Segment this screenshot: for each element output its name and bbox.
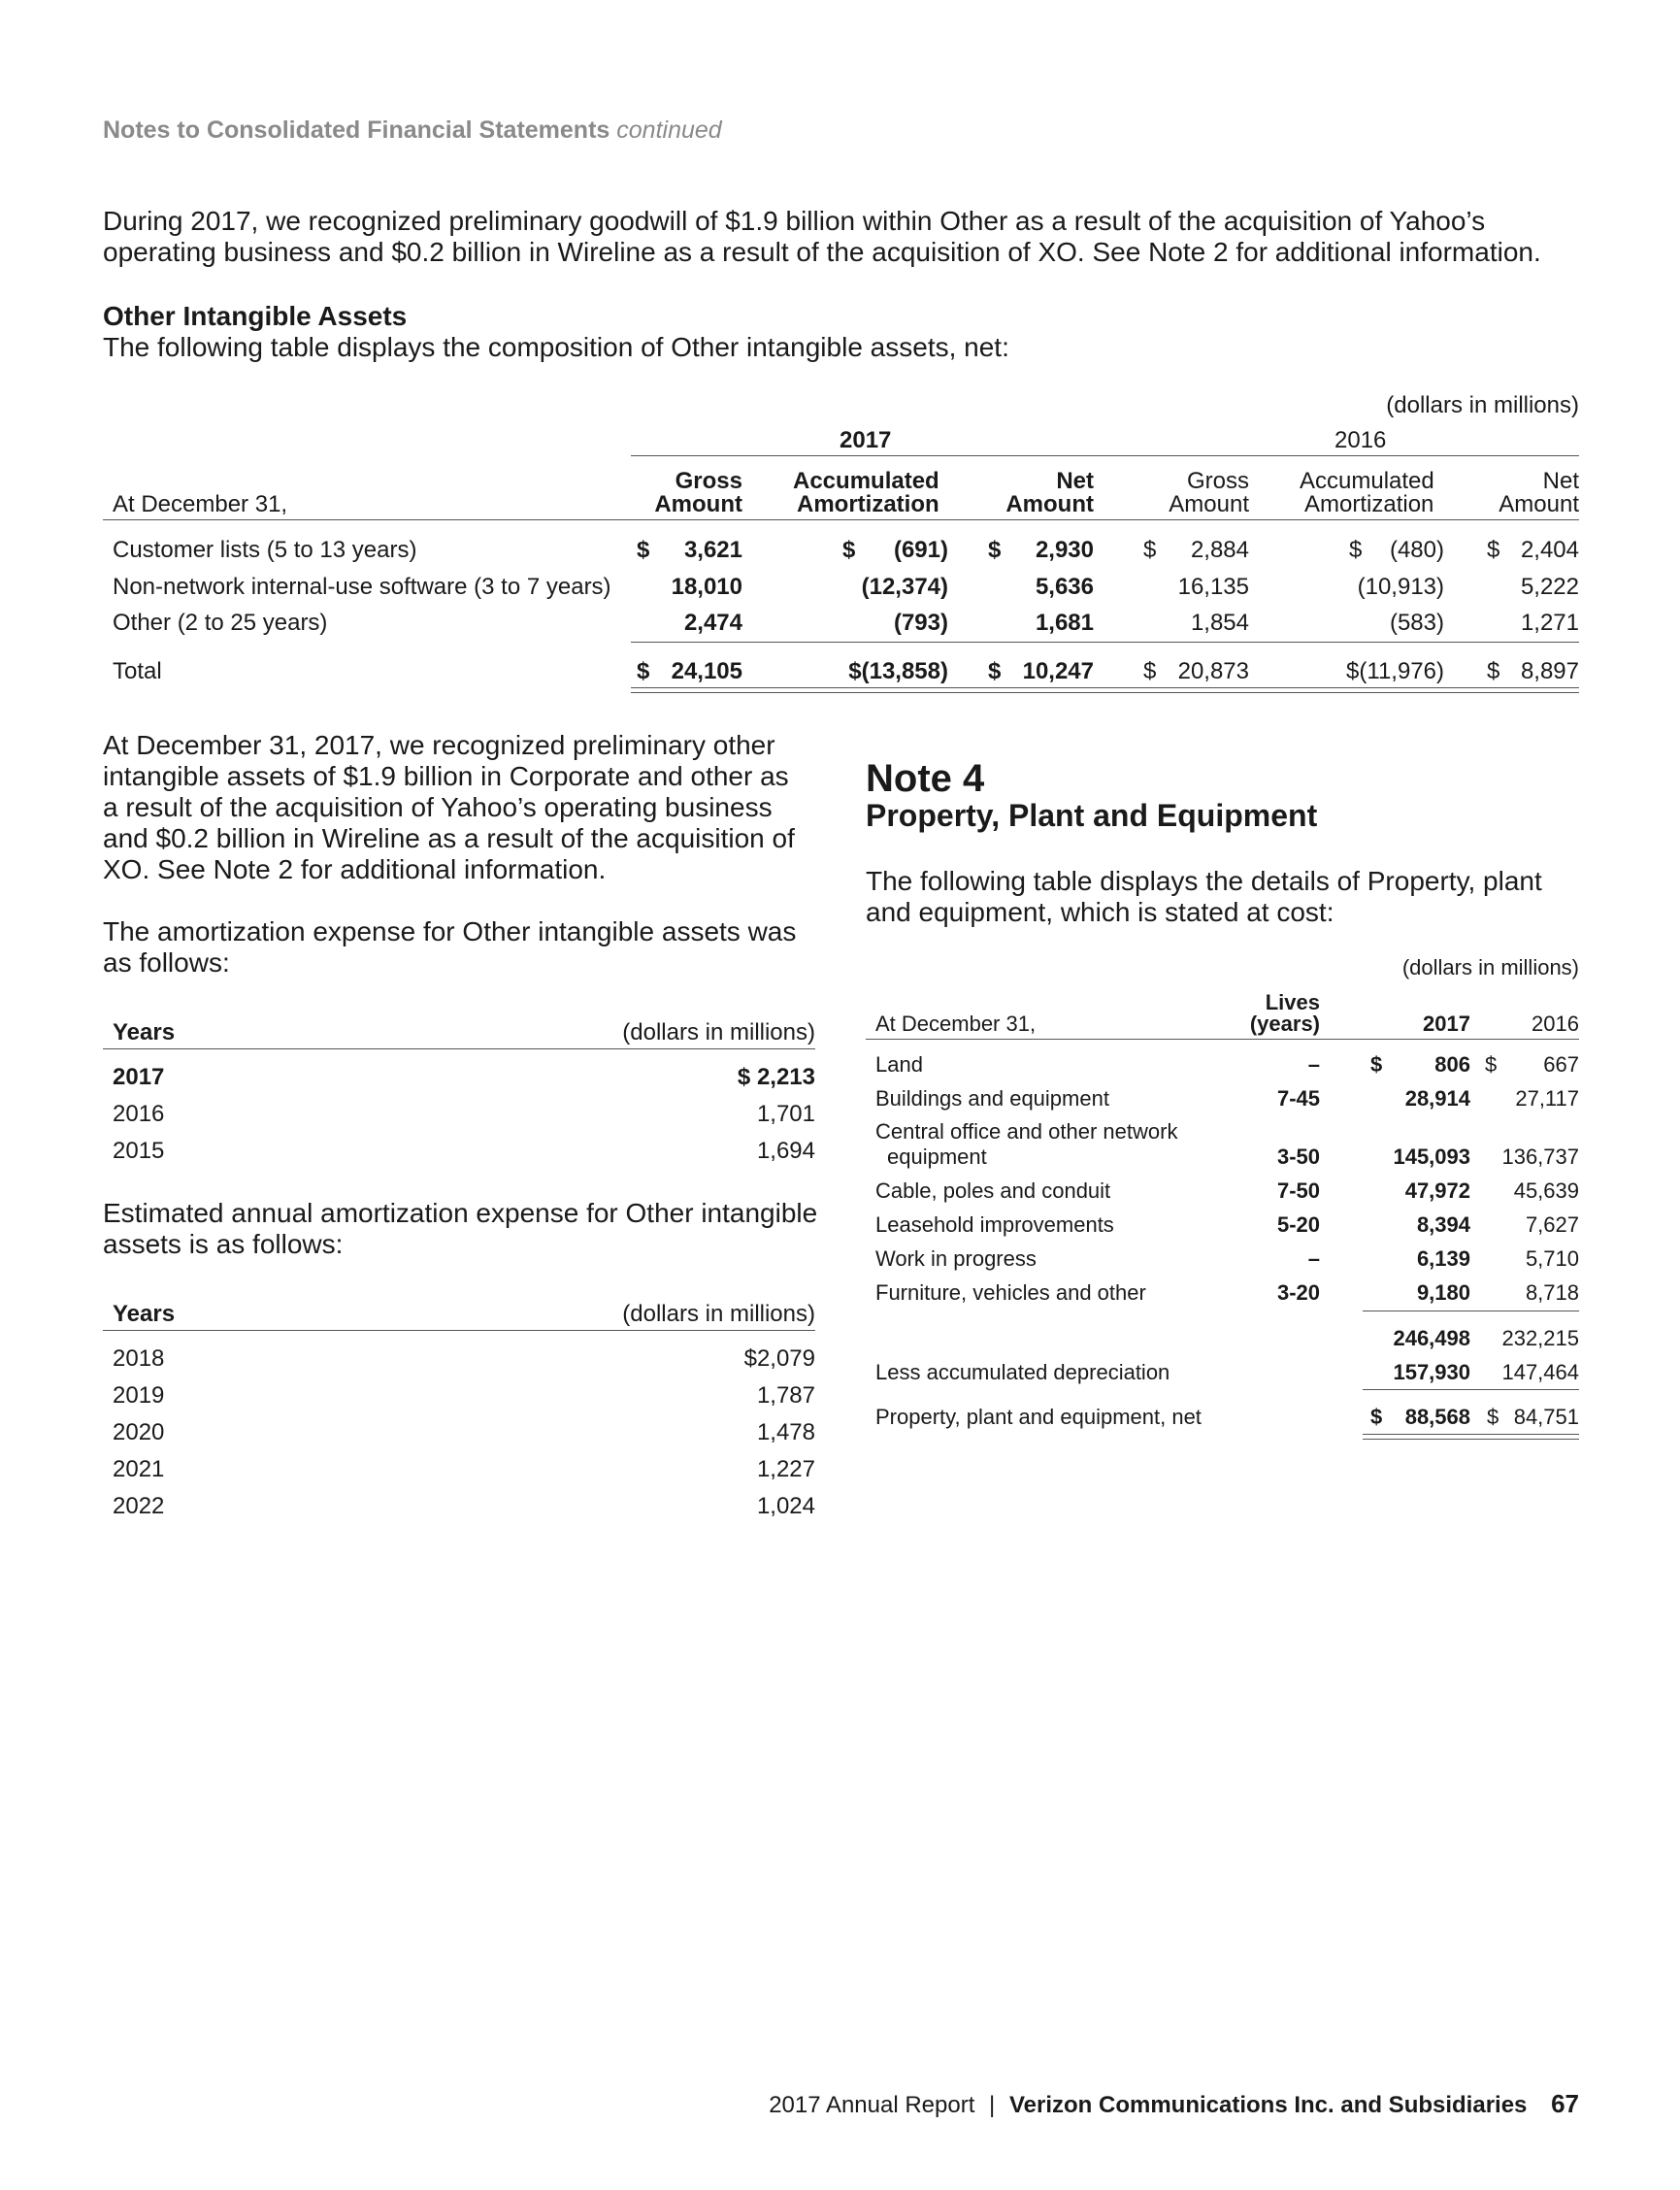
- total-acc-2016: $(11,976): [1346, 658, 1444, 684]
- est-value: 1,227: [756, 1456, 815, 1482]
- col-acc-2016: Accumulated: [1300, 468, 1434, 494]
- est-year: 2018: [113, 1345, 165, 1372]
- est-value: $2,079: [743, 1345, 815, 1372]
- dollar-sign: $: [637, 658, 650, 684]
- ppe-col-2016: 2016: [1532, 1012, 1579, 1036]
- amort-year: 2015: [113, 1138, 165, 1164]
- amort-value: 1,694: [756, 1138, 815, 1164]
- gross-2016-value: 1,854: [1190, 610, 1249, 636]
- ppe-row-2016: 5,710: [1525, 1246, 1579, 1271]
- est-year: 2019: [113, 1382, 165, 1409]
- footer-report: 2017 Annual Report: [769, 2092, 975, 2118]
- ppe-row-2017: 806: [1434, 1052, 1470, 1077]
- ppe-row-label: Furniture, vehicles and other: [875, 1280, 1146, 1305]
- left-para-1: At December 31, 2017, we recognized preliminary other intangible assets of $1.9 billion in Corporate and other as a result of the acquisition of Yahoo’s operating business and $0.2 billion in Wireline as a result of the acquisition of XO. See Note 2 for additional information.: [103, 730, 795, 884]
- gross-2017-value: 2,474: [683, 610, 742, 636]
- ppe-net-label: Property, plant and equipment, net: [875, 1405, 1202, 1429]
- col-gross-2017-sub: Amount: [654, 491, 742, 517]
- col-acc-2016-sub: Amortization: [1304, 491, 1434, 517]
- acc-2016-value: (583): [1389, 610, 1444, 636]
- year-2016-label: 2016: [1334, 427, 1387, 453]
- total-acc-2017: $(13,858): [848, 658, 948, 684]
- col-acc-2017: Accumulated: [793, 468, 939, 494]
- note4-lead: The following table displays the details of Property, plant and equipment, which is stated at cost:: [866, 866, 1542, 927]
- acc-2016-value: (10,913): [1357, 574, 1444, 600]
- acc-2016-value: (480): [1389, 537, 1444, 563]
- ppe-net-double-rule: [1363, 1434, 1579, 1440]
- ppe-row-label-cont: equipment: [887, 1145, 987, 1169]
- net-2016-value: 5,222: [1520, 574, 1579, 600]
- col-net-2016: Net: [1542, 468, 1579, 494]
- ppe-row-lives: –: [1307, 1052, 1320, 1077]
- ppe-row-2017: 6,139: [1416, 1246, 1470, 1271]
- net-2017-value: 2,930: [1035, 537, 1094, 563]
- dollar-sign: $: [1370, 1405, 1383, 1429]
- estimated-amortization-table: [103, 1291, 815, 1534]
- ppe-row-lives: –: [1307, 1246, 1320, 1271]
- total-gross-2017: 24,105: [671, 658, 742, 684]
- dollar-sign: $: [1485, 1052, 1498, 1077]
- footer-page-number: 67: [1551, 2089, 1579, 2118]
- ppe-col-lives: Lives: [1265, 990, 1320, 1014]
- ppe-row-2016: 7,627: [1525, 1212, 1579, 1237]
- ppe-row-label-header: At December 31,: [875, 1012, 1037, 1036]
- est-units: (dollars in millions): [622, 1301, 815, 1327]
- acc-2017-value: (793): [893, 610, 948, 636]
- ppe-row-label: Buildings and equipment: [875, 1086, 1109, 1111]
- left-para-2: The amortization expense for Other intangible assets was as follows:: [103, 916, 797, 978]
- net-2017-value: 5,636: [1035, 574, 1094, 600]
- total-net-2017: 10,247: [1022, 658, 1094, 684]
- ppe-row-label: Central office and other network: [875, 1119, 1178, 1144]
- ppe-row-label: Leasehold improvements: [875, 1212, 1114, 1237]
- ppe-row-2017: 145,093: [1393, 1145, 1470, 1169]
- est-year: 2021: [113, 1456, 165, 1482]
- ppe-row-2017: 28,914: [1404, 1086, 1470, 1111]
- colhead-rule: [103, 519, 1579, 520]
- ppe-row-lives: 5-20: [1276, 1212, 1320, 1237]
- ppe-row-lives: 7-50: [1276, 1178, 1320, 1203]
- ppe-row-lives: 3-20: [1276, 1280, 1320, 1305]
- intangibles-units: (dollars in millions): [1386, 392, 1579, 418]
- amort-value: $ 2,213: [737, 1064, 815, 1090]
- ppe-net-2017: 88,568: [1404, 1405, 1470, 1429]
- intangibles-total-label: Total: [113, 658, 162, 684]
- dollar-sign: $: [988, 537, 1002, 563]
- dollar-sign: $: [1349, 537, 1363, 563]
- intangibles-row-label: Other (2 to 25 years): [113, 610, 328, 636]
- ppe-row-label: Cable, poles and conduit: [875, 1178, 1111, 1203]
- est-rule: [103, 1330, 815, 1331]
- ppe-col-2017: 2017: [1423, 1012, 1470, 1036]
- intangibles-row-label: Non-network internal-use software (3 to 7 years): [113, 574, 611, 600]
- ppe-units: (dollars in millions): [1401, 955, 1579, 979]
- ppe-row-2017: 9,180: [1416, 1280, 1470, 1305]
- ppe-row-2016: 45,639: [1513, 1178, 1579, 1203]
- amort-year: 2016: [113, 1101, 165, 1127]
- col-gross-2017: Gross: [675, 468, 742, 494]
- amort-rule: [103, 1048, 815, 1049]
- gross-2017-value: 3,621: [683, 537, 742, 563]
- est-year: 2022: [113, 1493, 165, 1519]
- gross-2017-value: 18,010: [671, 574, 742, 600]
- est-value: 1,787: [756, 1382, 815, 1409]
- page-footer: [769, 2089, 1579, 2119]
- ppe-header-rule: [866, 1039, 1579, 1040]
- total-gross-2016: 20,873: [1177, 658, 1249, 684]
- total-double-rule: [631, 687, 1579, 693]
- ppe-row-2016: 27,117: [1515, 1086, 1579, 1111]
- ppe-less-label: Less accumulated depreciation: [875, 1360, 1170, 1384]
- dollar-sign: $: [1143, 658, 1157, 684]
- ppe-less-2017: 157,930: [1393, 1360, 1470, 1384]
- intangibles-lead: The following table displays the composition of Other intangible assets, net:: [103, 332, 1009, 362]
- note4-title: Property, Plant and Equipment: [866, 798, 1318, 833]
- total-net-2016: 8,897: [1520, 658, 1579, 684]
- dollar-sign: $: [637, 537, 650, 563]
- ppe-row-label: Land: [875, 1052, 923, 1077]
- year-2017-label: 2017: [840, 427, 892, 453]
- col-net-2017: Net: [1056, 468, 1094, 494]
- dollar-sign: $: [842, 537, 856, 563]
- net-2016-value: 2,404: [1520, 537, 1579, 563]
- col-gross-2016-sub: Amount: [1169, 491, 1249, 517]
- dollar-sign: $: [1487, 537, 1500, 563]
- row-label-header: At December 31,: [113, 491, 288, 517]
- footer-company: Verizon Communications Inc. and Subsidiaries: [1008, 2092, 1528, 2118]
- col-net-2016-sub: Amount: [1499, 491, 1579, 517]
- ppe-col-lives-sub: (years): [1249, 1012, 1320, 1036]
- amort-units: (dollars in millions): [622, 1019, 815, 1045]
- dollar-sign: $: [1487, 658, 1500, 684]
- est-value: 1,478: [756, 1419, 815, 1445]
- ppe-row-label: Work in progress: [875, 1246, 1037, 1271]
- ppe-row-lives: 3-50: [1276, 1145, 1320, 1169]
- ppe-row-2016: 136,737: [1501, 1145, 1579, 1169]
- acc-2017-value: (691): [893, 537, 948, 563]
- left-para-3: Estimated annual amortization expense for Other intangible assets is as follows:: [103, 1198, 818, 1259]
- dollar-sign: $: [1143, 537, 1157, 563]
- amort-col-years: Years: [113, 1019, 176, 1045]
- running-header-continued: continued: [616, 116, 722, 144]
- subtotal-rule: [631, 642, 1579, 643]
- net-2017-value: 1,681: [1035, 610, 1094, 636]
- col-gross-2016: Gross: [1186, 468, 1249, 494]
- ppe-table: [866, 951, 1579, 1446]
- ppe-row-2017: 47,972: [1404, 1178, 1470, 1203]
- ppe-subtotal-2017: 246,498: [1393, 1326, 1470, 1350]
- col-acc-2017-sub: Amortization: [797, 491, 939, 517]
- est-year: 2020: [113, 1419, 165, 1445]
- ppe-less-2016: 147,464: [1501, 1360, 1579, 1384]
- dollar-sign: $: [1370, 1052, 1383, 1077]
- dollar-sign: $: [1487, 1405, 1499, 1429]
- running-header-title: Notes to Consolidated Financial Statements: [103, 116, 610, 144]
- amort-year: 2017: [113, 1064, 165, 1090]
- amort-value: 1,701: [756, 1101, 815, 1127]
- gross-2016-value: 16,135: [1177, 574, 1249, 600]
- intro-paragraph: During 2017, we recognized preliminary goodwill of $1.9 billion within Other as a result of the acquisition of Yahoo’s operating business and $0.2 billion in Wireline as a result of the acquisition of XO. See Note 2 for additional information.: [103, 206, 1541, 267]
- ppe-row-2016: 667: [1543, 1052, 1579, 1077]
- acc-2017-value: (12,374): [861, 574, 948, 600]
- intangibles-table: [0, 0, 1680, 699]
- note4-number: Note 4: [866, 757, 985, 800]
- est-value: 1,024: [756, 1493, 815, 1519]
- dollar-sign: $: [988, 658, 1002, 684]
- ppe-less-rule: [1363, 1389, 1579, 1390]
- intangibles-heading: Other Intangible Assets: [103, 301, 408, 331]
- intangibles-row-label: Customer lists (5 to 13 years): [113, 537, 417, 563]
- gross-2016-value: 2,884: [1190, 537, 1249, 563]
- footer-sep: |: [989, 2092, 996, 2118]
- ppe-net-2016: 84,751: [1513, 1405, 1579, 1429]
- col-net-2017-sub: Amount: [1005, 491, 1094, 517]
- ppe-row-lives: 7-45: [1276, 1086, 1320, 1111]
- ppe-row-2017: 8,394: [1416, 1212, 1470, 1237]
- est-col-years: Years: [113, 1301, 176, 1327]
- header-rule: [631, 455, 1579, 456]
- net-2016-value: 1,271: [1520, 610, 1579, 636]
- ppe-subtotal-2016: 232,215: [1501, 1326, 1579, 1350]
- amortization-table: [103, 1010, 815, 1184]
- ppe-row-2016: 8,718: [1525, 1280, 1579, 1305]
